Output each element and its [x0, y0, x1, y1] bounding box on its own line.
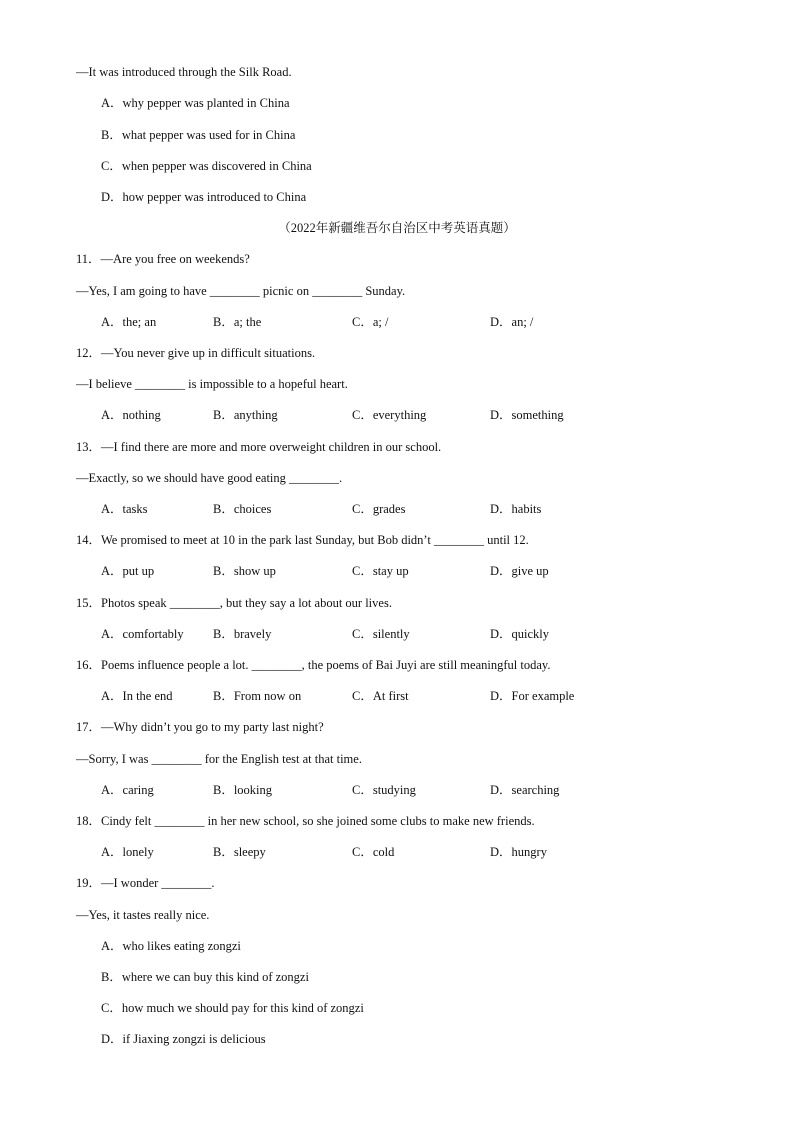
- q11-option-c: C．a; /: [352, 315, 389, 329]
- q17-options: [0, 782, 794, 798]
- q12-options: [0, 407, 794, 423]
- q13-options: [0, 501, 794, 517]
- q18-stem: 18．Cindy felt ________ in her new school, so she joined some clubs to make new friends.: [76, 814, 535, 828]
- q12-option-c: C．everything: [352, 408, 427, 422]
- q16-options: [0, 688, 794, 704]
- q12-stem: 12．—You never give up in difficult situations.: [76, 346, 316, 360]
- q13-response: —Exactly, so we should have good eating ________.: [76, 471, 343, 485]
- q13-option-d: D．habits: [490, 502, 542, 516]
- q16-option-c: C．At first: [352, 689, 409, 703]
- q12-response: —I believe ________ is impossible to a hopeful heart.: [76, 377, 348, 391]
- q13-option-c: C．grades: [352, 502, 406, 516]
- q17-option-c: C．studying: [352, 783, 416, 797]
- q16-option-a: A．In the end: [101, 689, 173, 703]
- q17-option-d: D．searching: [490, 783, 560, 797]
- q19-option-a: A．who likes eating zongzi: [101, 939, 241, 953]
- q19-option-d: D．if Jiaxing zongzi is delicious: [101, 1032, 266, 1046]
- q10-option-d: D．how pepper was introduced to China: [101, 190, 307, 204]
- q14-option-c: C．stay up: [352, 564, 409, 578]
- q19-stem: 19．—I wonder ________.: [76, 876, 215, 890]
- q14-option-b: B．show up: [213, 564, 276, 578]
- q19-option-c: C．how much we should pay for this kind of zongzi: [101, 1001, 364, 1015]
- q10-option-c: C．when pepper was discovered in China: [101, 159, 312, 173]
- q13-option-b: B．choices: [213, 502, 272, 516]
- q12-option-a: A．nothing: [101, 408, 161, 422]
- q18-option-a: A．lonely: [101, 845, 154, 859]
- q17-response: —Sorry, I was ________ for the English test at that time.: [76, 752, 362, 766]
- q13-stem: 13．—I find there are more and more overweight children in our school.: [76, 440, 442, 454]
- q11-option-b: B．a; the: [213, 315, 262, 329]
- q11-option-d: D．an; /: [490, 315, 534, 329]
- q15-option-a: A．comfortably: [101, 627, 184, 641]
- q17-stem: 17．—Why didn’t you go to my party last night?: [76, 720, 324, 734]
- q17-option-a: A．caring: [101, 783, 154, 797]
- q15-option-d: D．quickly: [490, 627, 550, 641]
- q18-option-c: C．cold: [352, 845, 395, 859]
- q10-option-b: B．what pepper was used for in China: [101, 128, 296, 142]
- q10-response: —It was introduced through the Silk Road.: [76, 65, 292, 79]
- q12-option-b: B．anything: [213, 408, 278, 422]
- q16-option-b: B．From now on: [213, 689, 302, 703]
- q14-options: [0, 563, 794, 579]
- q11-stem: 11．—Are you free on weekends?: [76, 252, 250, 266]
- q12-option-d: D．something: [490, 408, 564, 422]
- q15-option-b: B．bravely: [213, 627, 272, 641]
- q17-option-b: B．looking: [213, 783, 273, 797]
- q15-options: [0, 626, 794, 642]
- q14-stem: 14．We promised to meet at 10 in the park last Sunday, but Bob didn’t ________ until 12.: [76, 533, 529, 547]
- q11-option-a: A．the; an: [101, 315, 157, 329]
- q19-response: —Yes, it tastes really nice.: [76, 908, 210, 922]
- q15-stem: 15．Photos speak ________, but they say a lot about our lives.: [76, 596, 392, 610]
- q14-option-d: D．give up: [490, 564, 549, 578]
- q16-stem: 16．Poems influence people a lot. ________, the poems of Bai Juyi are still meaningful today.: [76, 658, 551, 672]
- q18-options: [0, 844, 794, 860]
- q19-option-b: B．where we can buy this kind of zongzi: [101, 970, 309, 984]
- q16-option-d: D．For example: [490, 689, 575, 703]
- q18-option-b: B．sleepy: [213, 845, 266, 859]
- q11-response: —Yes, I am going to have ________ picnic on ________ Sunday.: [76, 284, 406, 298]
- q11-options: [0, 314, 794, 330]
- section-title: （2022年新疆维吾尔自治区中考英语真题）: [278, 221, 516, 235]
- q13-option-a: A．tasks: [101, 502, 148, 516]
- q10-option-a: A．why pepper was planted in China: [101, 96, 290, 110]
- q14-option-a: A．put up: [101, 564, 155, 578]
- q15-option-c: C．silently: [352, 627, 410, 641]
- q18-option-d: D．hungry: [490, 845, 547, 859]
